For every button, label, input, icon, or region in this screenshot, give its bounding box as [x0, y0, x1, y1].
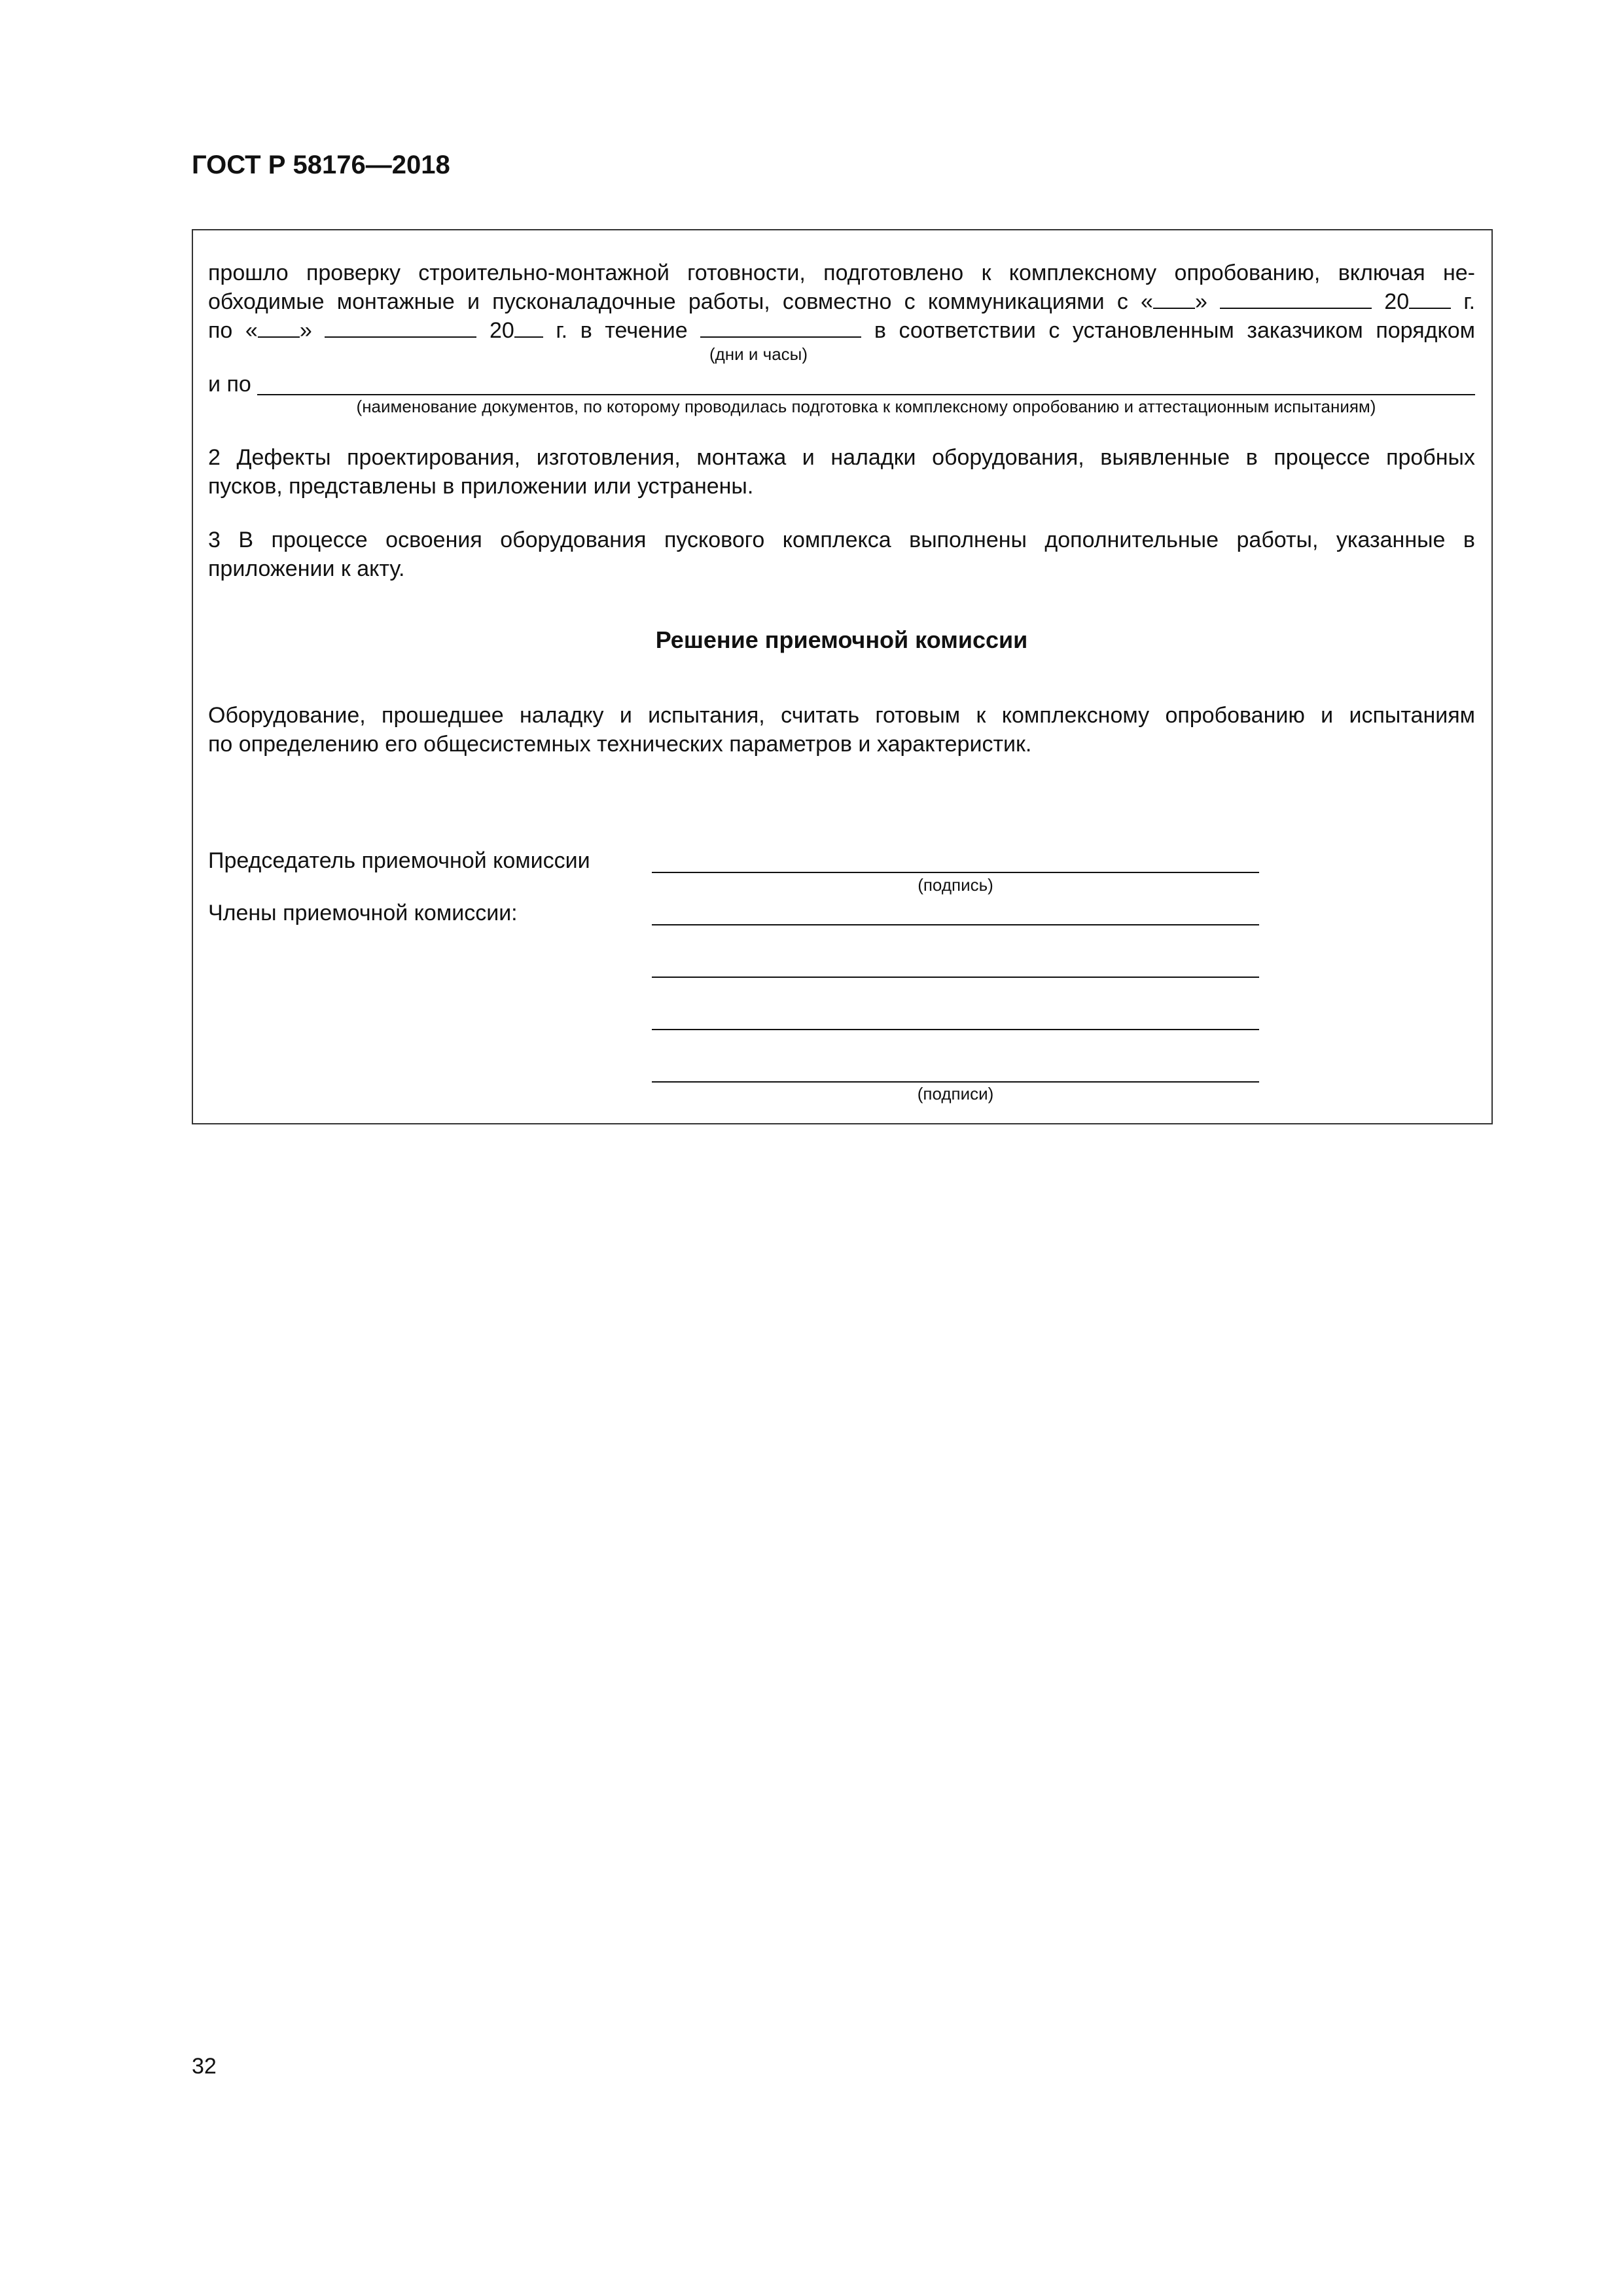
end-year-blank: [514, 318, 543, 338]
days-hours-caption: (дни и часы): [709, 344, 808, 364]
item-2-line-2: пусков, представлены в приложении или устранены.: [208, 474, 754, 499]
member-signature-line-1: [652, 924, 1259, 925]
item-3-line-2: приложении к акту.: [208, 556, 405, 581]
docs-prefix: и по: [208, 372, 251, 397]
item-2-line-1: 2 Дефекты проектирования, изготовления, монтажа и наладки оборудования, выявленные в процессе пробных: [208, 445, 1475, 470]
member-signature-line-4: [652, 1081, 1259, 1083]
form-frame: [192, 229, 1493, 1124]
member-signature-line-2: [652, 977, 1259, 978]
documents-blank: [257, 394, 1475, 395]
duration-blank: [700, 318, 861, 338]
signatures-caption: (подписи): [917, 1084, 994, 1103]
readiness-line-3: [208, 317, 1475, 344]
item-3-line-1: 3 В процессе освоения оборудования пускового комплекса выполнены дополнительные работы, указанные в: [208, 528, 1475, 552]
end-day-blank: [258, 318, 300, 338]
document-code-header: ГОСТ Р 58176—2018: [192, 151, 450, 179]
start-month-blank: [1220, 289, 1372, 309]
end-po-prefix: по «: [208, 318, 258, 343]
start-year-blank: [1409, 289, 1451, 309]
decision-line-1: Оборудование, прошедшее наладку и испытания, считать готовым к комплексному опробованию и испытаниям: [208, 703, 1475, 728]
readiness-line-2: [208, 288, 1475, 315]
members-label: Члены приемочной комиссии:: [208, 901, 518, 925]
decision-line-2: по определению его общесистемных технических параметров и характеристик.: [208, 732, 1032, 757]
readiness-line-3-end: в соответствии с установленным заказчиком порядком: [874, 318, 1475, 343]
start-year-prefix: 20: [1384, 289, 1410, 314]
end-year-prefix: 20: [489, 318, 514, 343]
member-signature-line-3: [652, 1029, 1259, 1030]
start-quote-close: »: [1194, 289, 1207, 314]
during-label: г. в течение: [556, 318, 688, 343]
readiness-line-1: прошло проверку строительно-монтажной готовности, подготовлено к комплексному опробованию, включая не-: [208, 260, 1475, 285]
readiness-line-2-text: обходимые монтажные и пусконаладочные работы, совместно с коммуникациями с «: [208, 289, 1153, 314]
decision-heading: Решение приемочной комиссии: [655, 626, 1028, 653]
signature-caption: (подпись): [918, 875, 993, 895]
documents-caption: (наименование документов, по которому проводилась подготовка к комплексному опробованию и аттестационным испытаниям): [356, 397, 1376, 416]
end-quote-close: »: [299, 318, 312, 343]
page-number: 32: [192, 2054, 217, 2079]
chairman-label: Председатель приемочной комиссии: [208, 848, 590, 873]
end-month-blank: [325, 318, 476, 338]
start-day-blank: [1153, 289, 1195, 309]
start-year-suffix: г.: [1463, 289, 1476, 314]
chairman-signature-line: [652, 872, 1259, 873]
